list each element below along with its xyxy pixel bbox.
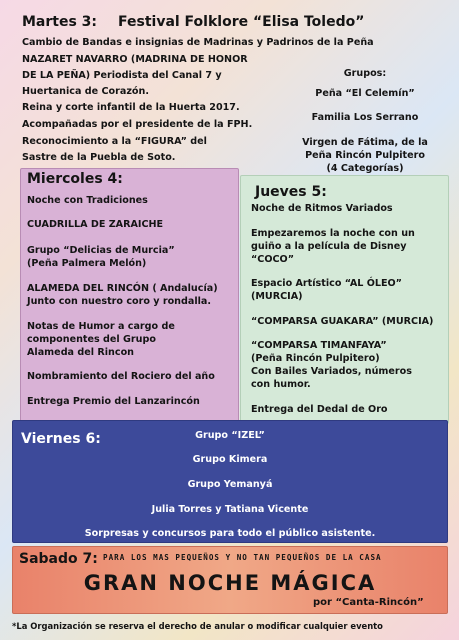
jueves-line: (Peña Rincón Pulpitero) [251,353,380,364]
martes-line: Reina y corte infantil de la Huerta 2017. [22,102,240,113]
miercoles-line: ALAMEDA DEL RINCÓN ( Andalucía) [27,283,218,294]
jueves-line: Entrega del Dedal de Oro [251,404,388,415]
miercoles-line: CUADRILLA DE ZARAICHE [27,219,164,230]
miercoles-line: Entrega Premio del Lanzarincón [27,396,200,407]
martes-line: DE LA PEÑA) Periodista del Canal 7 y [22,70,222,81]
grupo-item: Familia Los Serrano [311,112,419,123]
sabado-subtitle: PARA LOS MAS PEQUEÑOS Y NO TAN PEQUEÑOS DE LA CASA [103,553,382,562]
jueves-panel [240,175,449,424]
sabado-byline: por “Canta-Rincón” [313,597,424,608]
viernes-line: Grupo Yemanyá [187,479,273,490]
grupo-item: Peña Rincón Pulpitero [305,150,425,161]
jueves-line: guiño a la película de Disney [251,241,407,252]
miercoles-line: Grupo “Delicias de Murcia” [27,245,175,256]
jueves-line: Noche de Ritmos Variados [251,203,393,214]
jueves-line: “COMPARSA TIMANFAYA” [251,340,387,351]
miercoles-heading: Miercoles 4: [27,171,123,187]
martes-line: Acompañadas por el presidente de la FPH. [22,119,253,130]
miercoles-line: Notas de Humor a cargo de [27,321,175,332]
martes-line: Huertanica de Corazón. [22,86,149,97]
grupos-label: Grupos: [343,68,387,79]
sabado-title: GRAN NOCHE MÁGICA [83,571,377,595]
miercoles-line: Noche con Tradiciones [27,195,148,206]
jueves-line: con humor. [251,379,311,390]
viernes-line: Julia Torres y Tatiana Vicente [151,504,309,515]
viernes-panel [12,420,448,543]
jueves-heading: Jueves 5: [255,184,327,200]
martes-line: NAZARET NAVARRO (MADRINA DE HONOR [22,54,248,65]
footer-note: *La Organización se reserva el derecho de anular o modificar cualquier evento [12,621,383,631]
grupo-item: Peña “El Celemín” [315,88,415,99]
miercoles-line: Nombramiento del Rociero del año [27,371,215,382]
miercoles-panel [20,168,239,423]
viernes-heading: Viernes 6: [21,431,101,447]
martes-line: Cambio de Bandas e insignias de Madrinas y Padrinos de la Peña [22,37,374,48]
jueves-line: “COMPARSA GUAKARA” (MURCIA) [251,316,434,327]
miercoles-line: componentes del Grupo [27,334,156,345]
martes-title: Festival Folklore “Elisa Toledo” [118,14,365,30]
jueves-line: Espacio Artístico “AL ÓLEO” [251,278,402,289]
grupo-item: Virgen de Fátima, de la [302,137,428,148]
martes-line: Sastre de la Puebla de Soto. [22,152,176,163]
sabado-heading: Sabado 7: [19,551,98,567]
jueves-line: Con Bailes Variados, números [251,366,412,377]
martes-line: Reconocimiento a la “FIGURA” del [22,136,207,147]
jueves-line: Empezaremos la noche con un [251,228,415,239]
sabado-panel [12,546,448,614]
miercoles-line: Junto con nuestro coro y rondalla. [27,296,212,307]
viernes-line: Grupo Kimera [192,454,268,465]
viernes-line: Grupo “IZEL” [195,430,265,441]
miercoles-line: Alameda del Rincon [27,347,134,358]
jueves-line: (MURCIA) [251,291,303,302]
grupo-item: (4 Categorías) [326,163,404,174]
martes-heading: Martes 3: [22,14,98,30]
viernes-line: Sorpresas y concursos para todo el público asistente. [84,528,376,539]
jueves-line: “COCO” [251,254,295,265]
miercoles-line: (Peña Palmera Melón) [27,258,147,269]
